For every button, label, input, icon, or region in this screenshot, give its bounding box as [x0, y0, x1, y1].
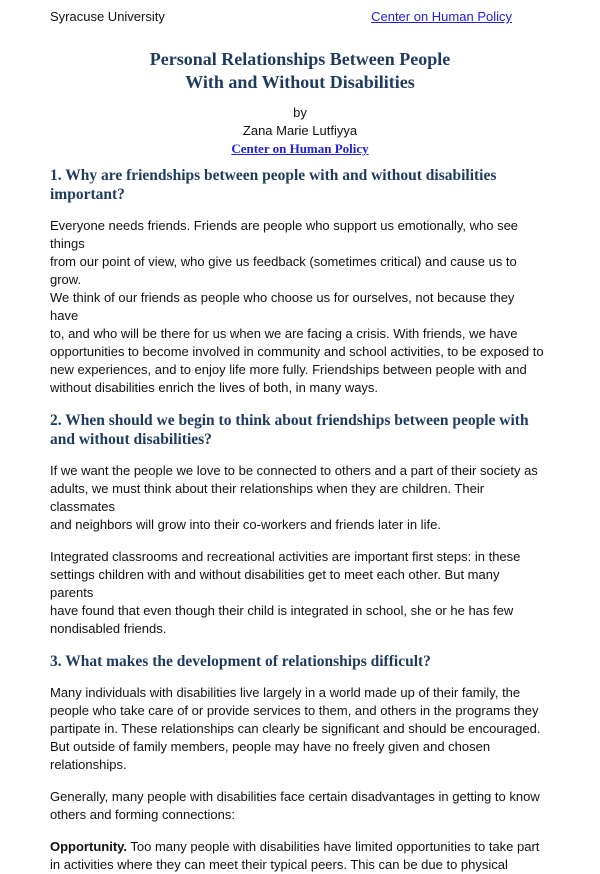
- title-line-2: With and Without Disabilities: [185, 72, 415, 92]
- author-name: Zana Marie Lutfiyya: [242, 123, 358, 138]
- section-2-heading-line-2: and without disabilities?: [50, 431, 212, 448]
- section-1-heading-line-1: 1. Why are friendships between people with and without disabilities: [50, 167, 497, 184]
- section-1-paragraph-1: [50, 217, 544, 397]
- text-line: Many individuals with disabilities live largely in a world made up of their family, the: [50, 685, 521, 700]
- text-line: opportunities to become involved in community and school activities, to be exposed to: [50, 344, 544, 359]
- center-on-human-policy-link[interactable]: Center on Human Policy: [371, 9, 512, 24]
- section-1-heading: [50, 166, 544, 204]
- text-line: to, and who will be there for us when we are facing a crisis. With friends, we have: [50, 326, 518, 341]
- section-3-heading-line-1: 3. What makes the development of relationships difficult?: [50, 653, 431, 670]
- section-2-heading-line-1: 2. When should we begin to think about friendships between people with: [50, 412, 529, 429]
- section-3-opportunity-paragraph: [50, 838, 544, 874]
- section-2-paragraph-2: [50, 548, 544, 638]
- opportunity-text: Too many people with disabilities have limited opportunities to take part: [127, 839, 540, 854]
- byline: [0, 104, 600, 158]
- section-3-heading: [50, 652, 544, 671]
- page-header: [50, 9, 512, 24]
- text-line: and neighbors will grow into their co-workers and friends later in life.: [50, 517, 441, 532]
- byline-by: by: [293, 105, 307, 120]
- text-line: If we want the people we love to be connected to others and a part of their society as: [50, 463, 538, 478]
- text-line: Generally, many people with disabilities face certain disadvantages in getting to know: [50, 789, 540, 804]
- text-line: partipate in. These relationships can clearly be significant and should be encouraged.: [50, 721, 541, 736]
- text-line: Integrated classrooms and recreational activities are important first steps: in these: [50, 549, 521, 564]
- text-line: people who take care of or provide services to them, and others in the programs they: [50, 703, 539, 718]
- text-line: new experiences, and to enjoy life more fully. Friendships between people with and: [50, 362, 527, 377]
- text-line: have found that even though their child is integrated in school, she or he has few: [50, 603, 514, 618]
- title-line-1: Personal Relationships Between People: [149, 49, 451, 69]
- text-line: Everyone needs friends. Friends are people who support us emotionally, who see things: [50, 218, 519, 251]
- opportunity-label: Opportunity.: [50, 839, 128, 854]
- university-name: Syracuse University: [50, 9, 165, 24]
- document-title: [0, 48, 600, 94]
- text-line: from our point of view, who give us feedback (sometimes critical) and cause us to grow.: [50, 254, 517, 287]
- text-line: nondisabled friends.: [50, 621, 167, 636]
- affiliation-link[interactable]: Center on Human Policy: [231, 141, 369, 156]
- text-line: We think of our friends as people who choose us for ourselves, not because they have: [50, 290, 515, 323]
- section-3-paragraph-2: [50, 788, 544, 824]
- section-2-heading: [50, 411, 544, 449]
- section-3-paragraph-1: [50, 684, 544, 774]
- text-line: relationships.: [50, 757, 127, 772]
- text-line: But outside of family members, people may have no freely given and chosen: [50, 739, 491, 754]
- text-line: settings children with and without disabilities get to meet each other. But many parents: [50, 567, 500, 600]
- text-line: [50, 838, 544, 856]
- text-line: others and forming connections:: [50, 807, 235, 822]
- document-body: [50, 166, 544, 874]
- section-2-paragraph-1: [50, 462, 544, 534]
- text-line: adults, we must think about their relationships when they are children. Their classmates: [50, 481, 485, 514]
- section-1-heading-line-2: important?: [50, 186, 125, 203]
- text-line: in activities where they can meet their typical peers. This can be due to physical: [50, 857, 508, 872]
- text-line: without disabilities enrich the lives of both, in many ways.: [50, 380, 379, 395]
